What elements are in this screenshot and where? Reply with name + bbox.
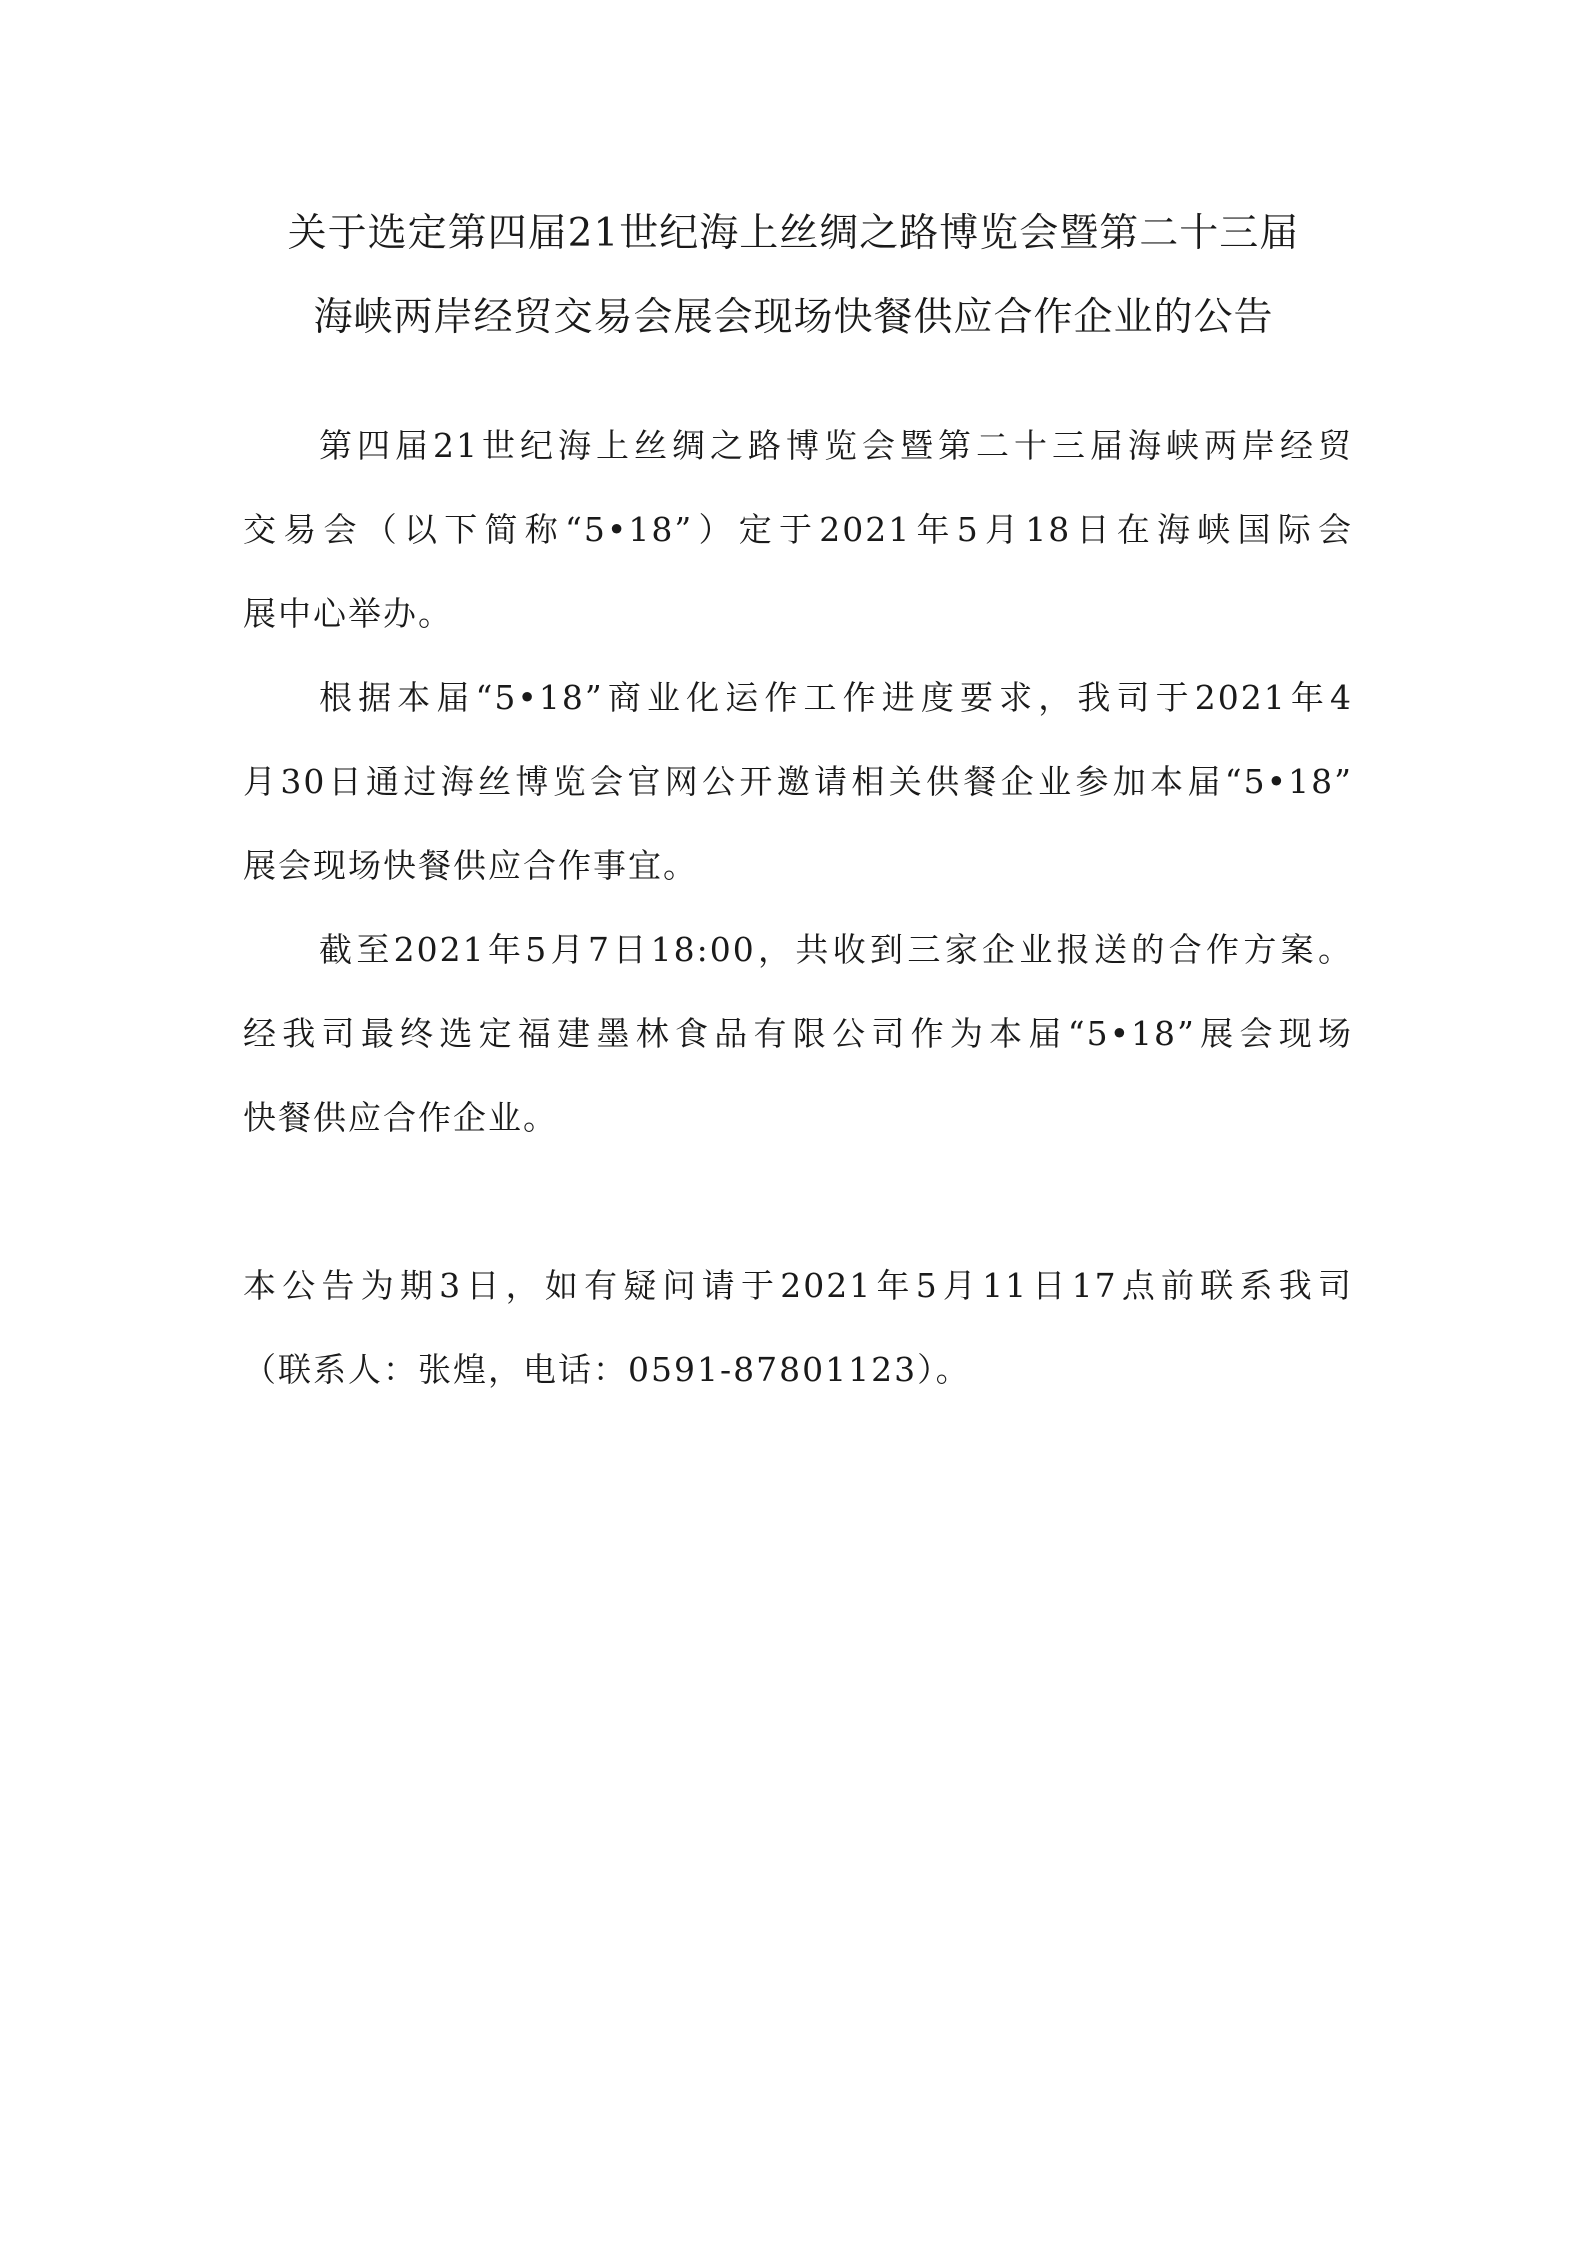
paragraph-line: 展中心举办。	[243, 594, 453, 633]
paragraph-line: 本公告为期3日，如有疑问请于2021年5月11日17点前联系我司	[243, 1266, 1353, 1305]
title-line-2: 海峡两岸经贸交易会展会现场快餐供应合作企业的公告	[313, 295, 1274, 340]
paragraph-line: 月30日通过海丝博览会官网公开邀请相关供餐企业参加本届“5•18”	[243, 762, 1353, 801]
paragraph-line: 截至2021年5月7日18:00，共收到三家企业报送的合作方案。	[319, 930, 1353, 969]
paragraph-event-intro	[243, 404, 1353, 656]
paragraph-line: 快餐供应合作企业。	[243, 1098, 558, 1137]
paragraph-contact-notice	[243, 1244, 1353, 1412]
paragraph-line: 根据本届“5•18”商业化运作工作进度要求，我司于2021年4	[319, 678, 1353, 717]
paragraph-invitation	[243, 656, 1353, 908]
paragraph-line: 展会现场快餐供应合作事宜。	[243, 846, 698, 885]
title-line-1: 关于选定第四届21世纪海上丝绸之路博览会暨第二十三届	[287, 211, 1300, 256]
announcement-title	[200, 192, 1387, 360]
paragraph-line: 交易会（以下简称“5•18”）定于2021年5月18日在海峡国际会	[243, 510, 1353, 549]
paragraph-line: （联系人：张煌，电话：0591-87801123）。	[243, 1350, 971, 1389]
paragraph-line: 经我司最终选定福建墨林食品有限公司作为本届“5•18”展会现场	[243, 1014, 1353, 1053]
paragraph-selection-result	[243, 908, 1353, 1160]
paragraph-line: 第四届21世纪海上丝绸之路博览会暨第二十三届海峡两岸经贸	[319, 426, 1353, 465]
